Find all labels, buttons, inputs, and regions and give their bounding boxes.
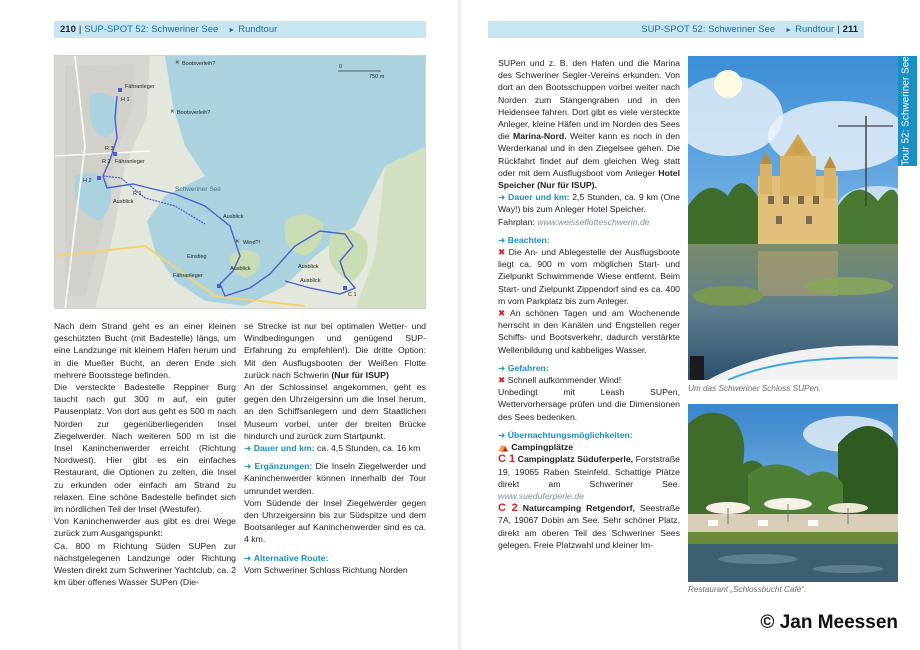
svg-text:0: 0 bbox=[339, 64, 343, 70]
svg-text:C 1: C 1 bbox=[348, 292, 357, 298]
paragraph: Vom Schweriner Schloss Richtung Norden bbox=[244, 564, 408, 575]
extras-line: ➜ Ergänzungen: Die Inseln Ziegelwerder und Kaninchenwerder können innerhalb der Tour umrundet werden. bbox=[244, 461, 426, 496]
svg-text:H 1: H 1 bbox=[121, 97, 130, 103]
tent-icon: ⛺ bbox=[498, 442, 509, 453]
svg-text:Ausblick: Ausblick bbox=[300, 278, 321, 284]
paragraph: Vom Südende der Insel Ziegelwerder gegen den Uhrzeigersinn bis zur Südspitze und dem Bootsanleger auf Kaninchenwerder sind es ca. 4 km. bbox=[244, 497, 426, 545]
svg-text:Ausblick: Ausblick bbox=[230, 266, 251, 272]
map-svg bbox=[55, 56, 426, 309]
arrow-icon: ➜ bbox=[498, 429, 506, 440]
right-column bbox=[498, 57, 680, 551]
svg-text:✕: ✕ bbox=[235, 239, 240, 245]
camp-c1: C 1 Campingplatz Süduferperle, Forststraße 19, 19065 Raben Steinfeld. Schattige Plätze direkt am Schweriner See. www.sueduferperle.de bbox=[498, 453, 681, 501]
svg-text:Bootsverleih?: Bootsverleih? bbox=[177, 110, 211, 116]
left-page bbox=[0, 0, 458, 650]
duration-line: ➜ Dauer und km: 2,5 Stunden, ca. 9 km (One Way!) bis zum Anleger Hotel Speicher. bbox=[498, 192, 680, 215]
svg-text:Ausblick: Ausblick bbox=[223, 214, 244, 220]
stay-heading: ➜ Übernachtungsmöglichkeiten: bbox=[498, 429, 633, 440]
svg-text:Fähranleger: Fähranleger bbox=[173, 273, 203, 279]
svg-text:R 1: R 1 bbox=[133, 191, 142, 197]
arrow-icon: ➜ bbox=[498, 234, 506, 245]
map-scale-label: 750 m bbox=[369, 74, 385, 80]
note-item: ✖ An schönen Tagen und am Wochenende herrscht in den Kanälen und Engstellen reger Schiffs- und Bootsverkehr, dadurch verstärkte Wellenbildung und kabbeliges Wasser. bbox=[498, 308, 680, 355]
svg-text:Fähranleger: Fähranleger bbox=[125, 84, 155, 90]
paragraph: SUPen und z. B. den Hafen und die Marina des Schweriner Segler-Vereins erkunden. Von dort an den Bootsschuppen vorbei weiter nach Norden zum Stangengraben und in den Heidensee fahren. Dort gibt es viele versteckte Anleger, kleine Häfen und im Norden des Sees die Marina-Nord. Weiter kann es noch in den Werderkanal und in den Ziegelsee gehen. Die Rückfahrt findet auf dem gleichen Weg statt oder mit dem Ausflugsboot vom Anleger Hotel Speicher (Nur für ISUP). bbox=[498, 58, 681, 191]
spot-title-left: SUP-SPOT 52: Schweriner See bbox=[84, 24, 219, 35]
duration-line: ➜ Dauer und km: ca. 4,5 Stunden, ca. 16 km bbox=[244, 443, 421, 454]
arrow-icon: ➜ bbox=[498, 362, 506, 373]
svg-text:✕: ✕ bbox=[170, 109, 175, 115]
svg-text:✕: ✕ bbox=[175, 60, 180, 66]
page-number-left: 210 bbox=[60, 24, 76, 35]
restaurant-photo bbox=[688, 404, 898, 582]
triangle-icon: ► bbox=[228, 27, 236, 34]
triangle-icon: ► bbox=[785, 27, 793, 34]
page-header-left: 210 | SUP-SPOT 52: Schweriner See ► Rundtour bbox=[54, 21, 426, 38]
fahrplan-link[interactable]: www.weisseflotteschwerin.de bbox=[537, 216, 650, 227]
arrow-icon: ➜ bbox=[244, 552, 252, 563]
paragraph: Unbedingt mit Leash SUPen, Wettervorhersage prüfen und die Dimensionen des Sees bedenken. bbox=[498, 387, 680, 422]
arrow-icon: ➜ bbox=[498, 192, 506, 203]
right-page bbox=[462, 0, 920, 650]
svg-text:H 2: H 2 bbox=[83, 178, 92, 184]
castle-photo bbox=[688, 56, 898, 380]
photo1-caption: Um das Schweriner Schloss SUPen. bbox=[688, 384, 821, 393]
svg-text:Ausblick: Ausblick bbox=[298, 264, 319, 270]
warning-x-icon: ✖ bbox=[498, 308, 506, 319]
svg-text:Fähranleger: Fähranleger bbox=[115, 159, 145, 165]
svg-text:Einstieg: Einstieg bbox=[187, 254, 207, 260]
danger-heading: ➜ Gefahren: bbox=[498, 362, 549, 373]
camp-heading: ⛺ Campingplätze bbox=[498, 442, 574, 453]
svg-text:R 2: R 2 bbox=[102, 159, 111, 165]
page-header-right: SUP-SPOT 52: Schweriner See ► Rundtour | 211 bbox=[488, 21, 864, 38]
left-column-2 bbox=[244, 320, 426, 576]
section-title-right: Rundtour bbox=[795, 24, 835, 35]
page-number-right: 211 bbox=[842, 24, 858, 35]
paragraph: se Strecke ist nur bei optimalen Wetter- und Windbedingungen und genügend SUP-Erfahrung zu empfehlen!). Die dritte Option: Mit den Ausflugsbooten der Weißen Flotte zurück nach Schwerin (Nur für ISUP) bbox=[244, 321, 426, 380]
arrow-icon: ➜ bbox=[244, 443, 252, 454]
fahrplan-line: Fahrplan: www.weisseflotteschwerin.de bbox=[498, 216, 650, 227]
spot-title-right: SUP-SPOT 52: Schweriner See bbox=[641, 24, 776, 35]
note-item: ✖ Die An- und Ablegestelle der Ausflugsboote liegt ca. 900 m vom möglichen Start- und Zielpunkt Schwimmende Wiese entfernt. Beim Start- und Zielpunkt Zippendorf sind es ca. 400 m vom Parkplatz bis zum Anleger. bbox=[498, 247, 680, 306]
danger-item: ✖ Schnell aufkommender Wind! bbox=[498, 375, 622, 386]
route-map bbox=[54, 55, 426, 309]
svg-text:Wind?!: Wind?! bbox=[243, 240, 261, 246]
alt-route-line: ➜ Alternative Route: bbox=[244, 552, 329, 563]
tour-side-tab: Tour 52: Schweriner See bbox=[895, 56, 917, 166]
section-title-left: Rundtour bbox=[238, 24, 278, 35]
warning-x-icon: ✖ bbox=[498, 375, 506, 386]
svg-text:Ausblick: Ausblick bbox=[113, 199, 134, 205]
paragraph: Nach dem Strand geht es an einer kleinen geschützten Bucht (mit Badestelle) längs, um eine Landzunge mit kleinem Hafen herum und in die Mueßer Bucht, an deren Ende sich mehrere Bootsstege befinden. bbox=[54, 321, 236, 380]
camp-c2: C 2 Naturcamping Retgendorf, Seestraße 7A, 19067 Dobin am See. Sehr schöner Platz, direkt am oberen Teil des Schweriner Sees gelegen. Freie Platzwahl und kleiner Im- bbox=[498, 502, 680, 550]
paragraph: Von Kaninchenwerder aus gibt es drei Wege zurück zum Ausgangspunkt: bbox=[54, 516, 236, 539]
svg-text:R 3: R 3 bbox=[105, 146, 114, 152]
warning-x-icon: ✖ bbox=[498, 247, 506, 258]
camp-c1-link[interactable]: www.sueduferperle.de bbox=[498, 490, 584, 501]
note-heading: ➜ Beachten: bbox=[498, 234, 550, 245]
paragraph: An der Schlossinsel angekommen, geht es gegen den Uhrzeigersinn um die Insel herum, an den Schiffsanlegern und dem Staatlichen Museum vorbei, unter der breiten Brücke hindurch und zurück zum Startpunkt. bbox=[244, 382, 426, 441]
arrow-icon: ➜ bbox=[244, 461, 252, 472]
paragraph: Die versteckte Badestelle Reppiner Burg taucht nach gut 300 m auf, ein guter Pausenplatz. Von dort aus geht es 500 m nach Norden zur gegenüberliegenden Insel Ziegelwerder. Nach weiteren 500 m ist die Insel Kaninchenwerder erreicht (Richtung Nordwest). Hier gibt es ein einfaches Restaurant, die Optionen zu zelten, die Insel zu erkunden oder einfach am Strand zu relaxen. Eine schöne Badestelle befindet sich im nördlichen Teil der Insel (Westufer). bbox=[54, 382, 236, 515]
paragraph: Ca. 800 m Richtung Süden SUPen zur nächstgelegenen Landzunge oder Richtung Westen direkt zum Schweriner Yachtclub, ca. 2 km über offenes Wasser SUPen (Die- bbox=[54, 540, 236, 588]
svg-text:Schweriner See: Schweriner See bbox=[175, 186, 221, 193]
left-column-1 bbox=[54, 320, 236, 588]
svg-text:Bootsverleih?: Bootsverleih? bbox=[182, 61, 216, 67]
copyright-notice: © Jan Meessen bbox=[760, 612, 898, 633]
photo2-caption: Restaurant „Schlossbucht Café“. bbox=[688, 585, 807, 594]
